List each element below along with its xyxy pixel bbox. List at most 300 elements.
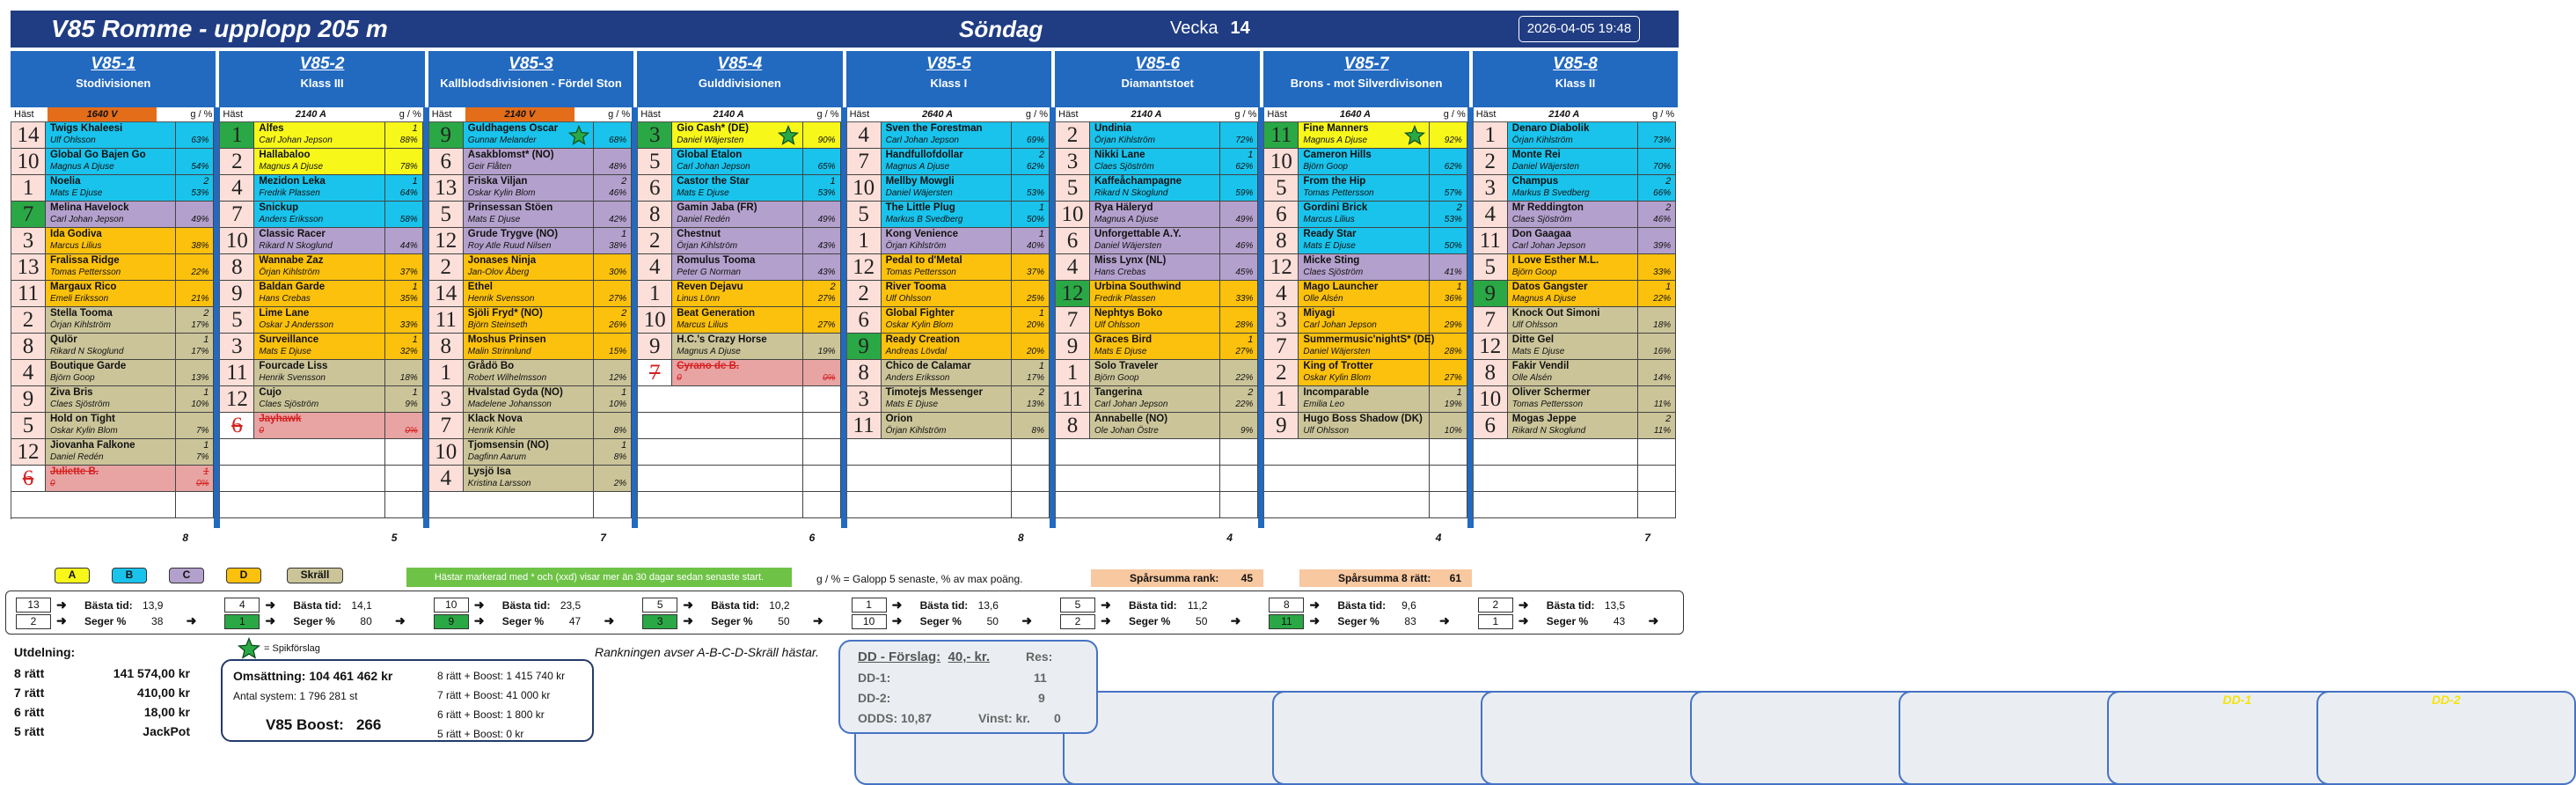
horse-number: 8 [429,334,464,359]
horse-row[interactable] [1056,307,1258,334]
driver-name: Carl Johan Jepson [885,136,959,145]
horse-row[interactable] [429,202,632,228]
horse-row[interactable] [429,307,632,334]
horse-row[interactable] [429,254,632,281]
percent: 49% [191,215,209,224]
day-label: Söndag [959,16,1043,42]
horse-name: Tjomsensin (NO) [467,440,549,451]
horse-row[interactable] [11,281,214,307]
win-label: Seger % [501,615,545,627]
horse-row[interactable] [1474,413,1676,439]
v85-boost: V85 Boost: 266 [266,716,382,733]
horse-row[interactable] [1474,281,1676,307]
percent: 29% [1444,320,1462,330]
percent: 33% [1653,268,1672,277]
horse-name: Cameron Hills [1303,150,1372,160]
driver-name: Rikard N Skoglund [259,241,333,251]
horse-row[interactable] [1474,254,1676,281]
driver-name: Örjan Kihlström [1511,136,1573,145]
horse-row[interactable] [1056,334,1258,360]
percent: 37% [399,268,418,277]
horse-name: Handfullofdollar [885,150,963,160]
title-banner [11,11,1679,48]
driver-name: Emilia Leo [1303,400,1345,409]
horse-number: 10 [847,175,882,201]
horse-row[interactable] [1056,228,1258,254]
horse-name: Incomparable [1303,387,1370,398]
horse-row[interactable] [220,386,422,413]
best-time-value: 10,2 [769,599,790,612]
horse-name: Wannabe Zaz [259,255,324,266]
driver-name: Oskar Kylin Blom [50,426,118,436]
horse-name: Kaffeåchampagne [1094,176,1182,187]
race-class: Klass III [300,77,344,90]
horse-number: 14 [11,122,46,148]
horse-name: Hugo Boss Shadow (DK) [1303,414,1423,424]
horse-number: 13 [11,254,46,280]
horse-row[interactable] [220,228,422,254]
percent: 53% [191,188,209,198]
win-value: 47 [568,615,582,627]
horse-row[interactable] [11,386,214,413]
horse-row[interactable] [220,175,422,202]
horse-row[interactable] [429,466,632,492]
gallop-count: 2 [1665,176,1672,187]
horse-name: Mezidon Leka [259,176,326,187]
horse-name: Denaro Diabolik [1511,123,1590,134]
horse-row[interactable] [429,413,632,439]
percent: 46% [609,188,627,198]
horse-row[interactable] [220,334,422,360]
column-subheader: Häst 1640 V g / % [14,109,213,120]
horse-row[interactable] [429,360,632,386]
horse-row[interactable] [638,175,840,202]
horse-row[interactable] [1264,360,1467,386]
horse-row[interactable] [1056,254,1258,281]
race-distance: 2140 A [295,109,326,120]
driver-name: Oskar Kylin Blom [467,188,536,198]
horse-row[interactable] [847,149,1050,175]
horse-row[interactable] [1474,307,1676,334]
horse-row[interactable] [847,386,1050,413]
percent: 22% [191,268,209,277]
arrow-icon: ➜ [683,613,693,627]
boost-row: 7 rätt + Boost: 41 000 kr [437,689,551,701]
horse-row[interactable] [1056,202,1258,228]
horse-number: 5 [1474,254,1508,280]
horse-name: Juliette B. [50,466,99,477]
horse-name: Reven Dejavu [677,282,743,292]
race-stats [1473,598,1678,631]
column-subheader: Häst 2140 A g / % [223,109,421,120]
horse-row[interactable] [1264,413,1467,439]
horse-name: Melina Havelock [50,202,129,213]
horse-row[interactable] [1474,175,1676,202]
omsattning: Omsättning: 104 461 462 kr [233,669,393,683]
horse-row[interactable] [429,386,632,413]
percent: 54% [191,162,209,172]
horse-row[interactable] [429,439,632,466]
win-label: Seger % [293,615,335,627]
horse-row[interactable] [220,149,422,175]
horse-name: Guldhagens Oscar [467,123,559,134]
horse-table [1263,121,1467,519]
race-distance: 2640 A [922,109,954,120]
boost-row: 5 rätt + Boost: 0 kr [437,728,524,740]
race-name: V85-8 [1553,55,1598,73]
driver-name: Rikard N Skoglund [50,347,124,356]
horse-row[interactable] [11,175,214,202]
percent: 28% [1235,320,1254,330]
horse-row[interactable] [1264,149,1467,175]
race-column [428,107,632,544]
best-time-value: 13,5 [1604,599,1626,612]
driver-name: Daniel Redén [50,452,104,462]
percent: 53% [1026,188,1044,198]
driver-name: Tomas Pettersson [885,268,956,277]
driver-name: Dagfinn Aarum [467,452,527,462]
driver-name: Claes Sjöström [1094,162,1154,172]
percent: 8% [613,452,627,462]
race-header [1055,51,1260,107]
dd2-label: DD-2: [858,691,891,705]
legend-skrall: Skräll [287,568,343,583]
horse-number: 11 [11,281,46,306]
horse-row[interactable] [1474,360,1676,386]
column-subheader: Häst 2640 A g / % [849,109,1048,120]
horse-name: Rya Häleryd [1094,202,1153,213]
race-column [846,107,1050,544]
gallop-count: 1 [1456,387,1462,398]
dd-vinst-value: 0 [1054,711,1061,725]
horse-row[interactable] [220,281,422,307]
race-distance: 2140 A [1131,109,1162,120]
horse-number: 1 [429,360,464,385]
horse-row[interactable] [1474,334,1676,360]
horse-row[interactable] [11,360,214,386]
best-time-value: 13,9 [143,599,164,612]
horse-row[interactable] [1474,122,1676,149]
horse-number: 2 [1474,149,1508,174]
driver-name: Markus B Svedberg [885,215,963,224]
driver-name: Björn Goop [1094,373,1139,383]
arrow-icon: ➜ [265,598,276,612]
horse-row[interactable] [11,334,214,360]
horse-row[interactable] [1474,202,1676,228]
percent: 13% [1026,400,1044,409]
horse-row[interactable] [1264,386,1467,413]
horse-row[interactable] [847,175,1050,202]
horse-row[interactable] [847,307,1050,334]
race-name: V85-3 [509,55,553,73]
horse-row[interactable] [847,202,1050,228]
horse-row[interactable] [429,149,632,175]
gallop-count: 1 [203,387,209,398]
horse-row[interactable] [1056,149,1258,175]
horse-row[interactable] [1264,202,1467,228]
race-column [1263,107,1467,544]
horse-name: Noelia [50,176,81,187]
best-time-value: 23,5 [560,599,582,612]
dd-odds: ODDS: 10,87 [858,711,933,725]
horse-number: 5 [1056,175,1090,201]
arrow-icon: ➜ [1518,613,1529,627]
percent: 10% [1444,426,1462,436]
horse-row[interactable] [1264,254,1467,281]
horse-row[interactable] [1056,122,1258,149]
arrow-icon: ➜ [812,613,823,627]
win-horse: 1 [224,614,260,629]
driver-name: Carl Johan Jepson [677,162,750,172]
horse-number: 5 [1264,175,1299,201]
horse-name: River Tooma [885,282,947,292]
horse-row[interactable] [11,307,214,334]
boost-row: 8 rätt + Boost: 1 415 740 kr [437,670,566,682]
horse-row[interactable] [220,202,422,228]
horse-row[interactable] [847,334,1050,360]
empty-row [220,439,422,466]
horse-row[interactable] [847,281,1050,307]
gallop-count: 2 [621,308,627,319]
percent: 41% [1444,268,1462,277]
horse-row[interactable] [11,254,214,281]
gallop-count: 1 [1038,229,1044,239]
horse-row[interactable] [1474,386,1676,413]
gallop-count: 1 [412,123,418,134]
horse-row[interactable] [11,202,214,228]
horse-name: Classic Racer [259,229,326,239]
race-class: Brons - mot Silverdivisonen [1290,77,1443,90]
percent: 8% [1031,426,1044,436]
percent: 44% [399,241,418,251]
horse-row[interactable] [638,307,840,334]
horse-row[interactable] [429,175,632,202]
horse-name: Snickup [259,202,299,213]
horse-table [1055,121,1258,519]
horse-name: Monte Rei [1511,150,1561,160]
dd-tag: DD-2 [2316,691,2576,785]
driver-name: Claes Sjöström [259,400,319,409]
horse-row[interactable] [1056,175,1258,202]
empty-row [1474,439,1676,466]
gallop-count: 1 [1038,361,1044,371]
horse-row[interactable] [638,202,840,228]
percent: 28% [1444,347,1462,356]
race-name: V85-7 [1343,55,1389,73]
percent: 20% [1026,347,1044,356]
horse-row[interactable] [1264,122,1467,149]
horse-name: Ditte Gel [1511,334,1555,345]
driver-name: Claes Sjöström [50,400,110,409]
horse-row[interactable] [847,122,1050,149]
horse-row[interactable] [1056,386,1258,413]
horse-row[interactable] [220,254,422,281]
horse-number: 11 [1056,386,1090,412]
driver-name: Ulf Ohlsson [1511,320,1558,330]
horse-row[interactable] [1056,281,1258,307]
race-class: Gulddivisionen [698,77,781,90]
gallop-count: 1 [621,440,627,451]
win-label: Seger % [1129,615,1171,627]
horse-table [428,121,632,519]
horse-number: 2 [220,149,254,174]
percent: 66% [1653,188,1672,198]
horse-row[interactable] [638,149,840,175]
horse-row[interactable] [11,439,214,466]
horse-name: Mago Launcher [1303,282,1379,292]
percent: 7% [195,452,209,462]
horse-number: 6 [11,466,46,491]
payout-row: 8 rätt 141 574,00 kr [14,666,190,680]
arrow-icon: ➜ [604,613,615,627]
selection-count: 5 [391,532,398,544]
horse-name: Lysjö Isa [467,466,511,477]
arrow-icon: ➜ [395,613,406,627]
horse-row[interactable] [638,281,840,307]
best-time-label: Bästa tid: [1129,599,1177,612]
percent: 20% [1026,320,1044,330]
percent: 15% [609,347,627,356]
driver-name: Björn Goop [50,373,95,383]
percent: 45% [1235,268,1254,277]
percent: 13% [191,373,209,383]
horse-number: 3 [220,334,254,359]
driver-name: Malin Strinnlund [467,347,531,356]
rank-note: Rankningen avser A-B-C-D-Skräll hästar. [595,645,819,659]
empty-row [1474,492,1676,518]
horse-name: Gordini Brick [1303,202,1368,213]
race-stats [1263,598,1468,631]
empty-row [1264,439,1467,466]
percent: 62% [1444,162,1462,172]
horse-name: Solo Traveler [1094,361,1159,371]
horse-number: 10 [1264,149,1299,174]
horse-row[interactable] [11,466,214,492]
horse-row[interactable] [847,413,1050,439]
horse-row[interactable] [220,307,422,334]
best-time-value: 14,1 [351,599,372,612]
driver-name: Magnus A Djuse [50,162,114,172]
horse-row[interactable] [429,334,632,360]
best-time-horse: 2 [1478,598,1513,613]
horse-row[interactable] [847,360,1050,386]
horse-row[interactable] [638,334,840,360]
best-time-label: Bästa tid: [1337,599,1387,612]
percent: 27% [817,320,836,330]
race-distance: 2140 A [1548,109,1580,120]
driver-name: Mats E Djuse [467,215,521,224]
driver-name: Oskar Kylin Blom [885,320,954,330]
horse-name: Champus [1511,176,1559,187]
horse-row[interactable] [429,281,632,307]
horse-row[interactable] [220,360,422,386]
arrow-icon: ➜ [473,598,485,612]
percent: 11% [1653,400,1672,409]
race-header [637,51,842,107]
horse-number: 3 [429,386,464,412]
horse-number: 1 [1474,122,1508,148]
horse-row[interactable] [1264,281,1467,307]
horse-row[interactable] [1056,360,1258,386]
horse-row[interactable] [638,254,840,281]
horse-row[interactable] [220,122,422,149]
win-horse: 2 [1060,614,1095,629]
percent: 57% [1444,188,1462,198]
horse-name: Alfes [259,123,284,134]
horse-row[interactable] [1264,334,1467,360]
win-value: 50 [1196,615,1208,627]
driver-name: Geir Flåten [467,162,512,172]
horse-row[interactable] [1474,228,1676,254]
horse-number: 5 [429,202,464,227]
gallop-count: 2 [203,176,209,187]
dd-vinst-label: Vinst: kr. [978,711,1030,725]
star-icon [1404,125,1425,146]
horse-name: Graces Bird [1094,334,1153,345]
horse-name: Beat Generation [677,308,756,319]
empty-row [1264,492,1467,518]
horse-name: Datos Gangster [1511,282,1588,292]
horse-number: 11 [1474,228,1508,253]
horse-row[interactable] [847,228,1050,254]
driver-name: Örjan Kihlström [259,268,320,277]
gallop-count: 1 [1248,150,1254,160]
horse-number: 11 [220,360,254,385]
inactivity-note: Hästar markerad med * och (xxd) visar mer än 30 dagar sedan senaste start. [406,568,792,587]
percent: 92% [1444,136,1462,145]
empty-row [638,439,840,466]
percent: 70% [1653,162,1672,172]
horse-row[interactable] [220,413,422,439]
driver-name: Emeli Eriksson [50,294,109,304]
percent: 22% [1235,373,1254,383]
race-distance: 2140 V [465,107,574,121]
horse-number: 9 [847,334,882,359]
percent: 21% [191,294,209,304]
horse-row[interactable] [847,254,1050,281]
horse-name: Gio Cash* (DE) [677,123,749,134]
horse-row[interactable] [429,122,632,149]
horse-row[interactable] [638,228,840,254]
horse-row[interactable] [11,413,214,439]
horse-row[interactable] [1264,228,1467,254]
percent: 68% [609,136,627,145]
horse-row[interactable] [638,360,840,386]
driver-name: Magnus A Djuse [1094,215,1159,224]
horse-number: 12 [1264,254,1299,280]
horse-row[interactable] [11,122,214,149]
horse-row[interactable] [11,228,214,254]
horse-number: 8 [220,254,254,280]
driver-name: Carl Johan Jepson [1303,320,1377,330]
selection-count: 8 [1017,532,1024,544]
horse-row[interactable] [1056,413,1258,439]
empty-row [638,413,840,439]
best-time-label: Bästa tid: [293,599,342,612]
horse-row[interactable] [1474,149,1676,175]
horse-row[interactable] [1264,175,1467,202]
week-number: 14 [1230,18,1250,38]
horse-row[interactable] [11,149,214,175]
horse-row[interactable] [638,122,840,149]
horse-name: Mr Reddington [1511,202,1584,213]
empty-row [11,492,214,518]
horse-number: 8 [638,202,672,227]
arrow-icon: ➜ [56,613,67,627]
horse-row[interactable] [1264,307,1467,334]
horse-row[interactable] [429,228,632,254]
driver-name: Mats E Djuse [677,188,729,198]
